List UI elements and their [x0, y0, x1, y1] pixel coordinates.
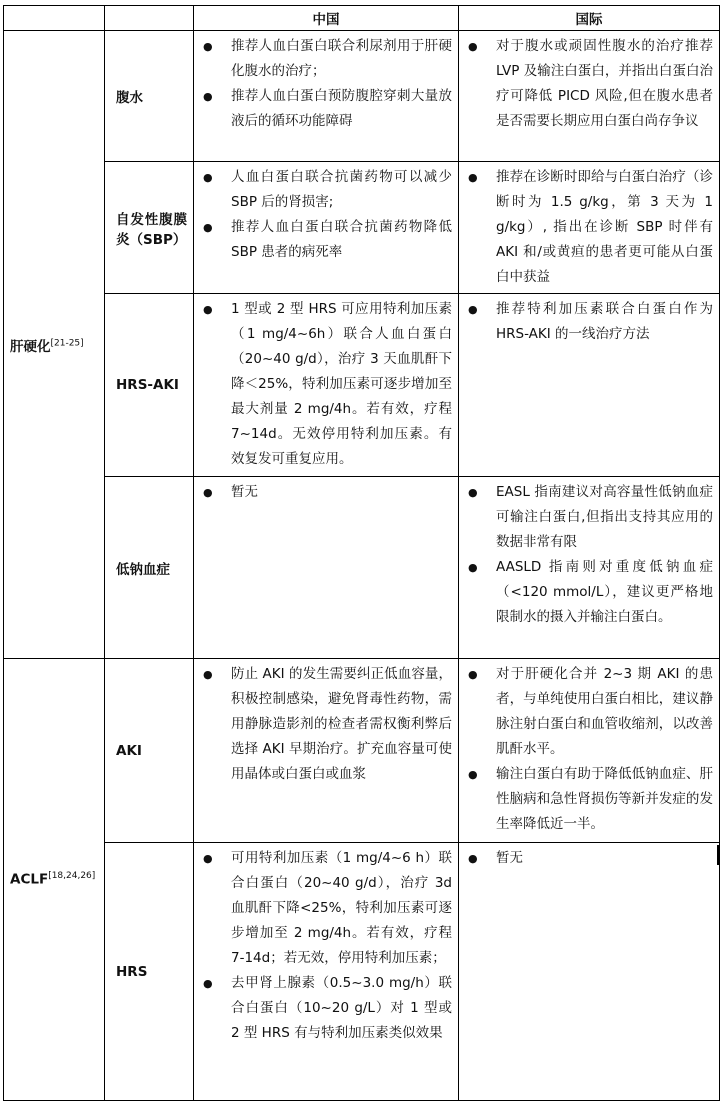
- china-cell: [194, 843, 459, 1101]
- list-item: ● 人血白蛋白联合抗菌药物可以减少 SBP 后的肾损害;: [194, 165, 452, 215]
- group-aclf: [4, 659, 105, 1101]
- international-cell: [459, 162, 720, 294]
- list-item: ● 去甲肾上腺素（0.5~3.0 mg/h）联合白蛋白（10~20 g/L）对 1 型或 2 型 HRS 有与特利加压素类似效果: [194, 971, 452, 1046]
- list-item: ● 推荐特利加压素联合白蛋白作为 HRS-AKI 的一线治疗方法: [459, 297, 713, 347]
- condition-hyponatremia: 低钠血症: [105, 477, 194, 659]
- international-cell: [459, 31, 720, 162]
- header-row: [4, 6, 720, 31]
- china-cell: [194, 659, 459, 843]
- header-blank-condition: [105, 6, 194, 31]
- condition-hrs: HRS: [105, 843, 194, 1101]
- text-cursor: [717, 845, 719, 865]
- list-item: ● 暂无: [194, 480, 452, 505]
- group-label: 肝硬化: [10, 338, 51, 355]
- header-china: 中国: [194, 6, 459, 31]
- albumin-guideline-table: [3, 5, 720, 1101]
- china-cell: [194, 294, 459, 477]
- list-item: ● EASL 指南建议对高容量性低钠血症可输注白蛋白,但指出支持其应用的数据非常有限: [459, 480, 713, 555]
- list-item: ● 推荐人血白蛋白预防腹腔穿刺大量放液后的循环功能障碍: [194, 84, 452, 134]
- list-item: ● 输注白蛋白有助于降低低钠血症、肝性脑病和急性肾损伤等新并发症的发生率降低近一半。: [459, 762, 713, 837]
- international-cell: [459, 659, 720, 843]
- header-blank-group: [4, 6, 105, 31]
- list-item: ● 推荐在诊断时即给与白蛋白治疗（诊断时为 1.5 g/kg，第 3 天为 1 g/kg）, 指出在诊断 SBP 时伴有 AKI 和/或黄疸的患者更可能从白蛋白中获益: [459, 165, 713, 290]
- international-cell: [459, 294, 720, 477]
- group-ref: [21-25]: [50, 338, 84, 348]
- list-item: ● 暂无: [459, 846, 713, 871]
- list-item: ● 对于腹水或顽固性腹水的治疗推荐 LVP 及输注白蛋白，并指出白蛋白治疗可降低 PICD 风险,但在腹水患者是否需要长期应用白蛋白尚存争议: [459, 34, 713, 134]
- header-international: 国际: [459, 6, 720, 31]
- international-cell: [459, 843, 720, 1101]
- list-item: ● 1 型或 2 型 HRS 可应用特利加压素（1 mg/4~6h）联合人血白蛋白（20~40 g/d），治疗 3 天血肌酐下降＜25%，特利加压素可逐步增加至最大剂量 2 mg/4h。若有效，疗程 7~14d。无效停用特利加压素。有效复发可重复应用。: [194, 297, 452, 472]
- list-item: ● 推荐人血白蛋白联合抗菌药物降低 SBP 患者的病死率: [194, 215, 452, 265]
- list-item: ● AASLD 指南则对重度低钠血症（<120 mmol/L），建议更严格地限制水的摄入并输注白蛋白。: [459, 555, 713, 630]
- table-row: [4, 31, 720, 162]
- list-item: ● 可用特利加压素（1 mg/4~6 h）联合白蛋白（20~40 g/d），治疗 3d 血肌酐下降<25%，特利加压素可逐步增加至 2 mg/4h。若有效，疗程 7-14d；若无效，停用特利加压素；: [194, 846, 452, 971]
- china-cell: [194, 162, 459, 294]
- condition-hrs-aki: HRS-AKI: [105, 294, 194, 477]
- list-item: ● 防止 AKI 的发生需要纠正低血容量，积极控制感染，避免肾毒性药物，需用静脉造影剂的检查者需权衡利弊后选择 AKI 早期治疗。扩充血容量可使用晶体或白蛋白或血浆: [194, 662, 452, 787]
- table-row: [4, 477, 720, 659]
- china-cell: [194, 477, 459, 659]
- table-row: [4, 843, 720, 1101]
- condition-ascites: 腹水: [105, 31, 194, 162]
- condition-sbp: 自发性腹膜炎（SBP）: [105, 162, 194, 294]
- group-cirrhosis: [4, 31, 105, 659]
- group-label: ACLF: [10, 871, 49, 888]
- condition-aki: AKI: [105, 659, 194, 843]
- list-item: ● 对于肝硬化合并 2~3 期 AKI 的患者，与单纯使用白蛋白相比，建议静脉注射白蛋白和血管收缩剂，以改善肌酐水平。: [459, 662, 713, 762]
- china-cell: [194, 31, 459, 162]
- table-row: [4, 162, 720, 294]
- group-ref: [18,24,26]: [48, 871, 96, 882]
- list-item: ● 推荐人血白蛋白联合利尿剂用于肝硬化腹水的治疗；: [194, 34, 452, 84]
- table-row: [4, 659, 720, 843]
- table-row: [4, 294, 720, 477]
- international-cell: [459, 477, 720, 659]
